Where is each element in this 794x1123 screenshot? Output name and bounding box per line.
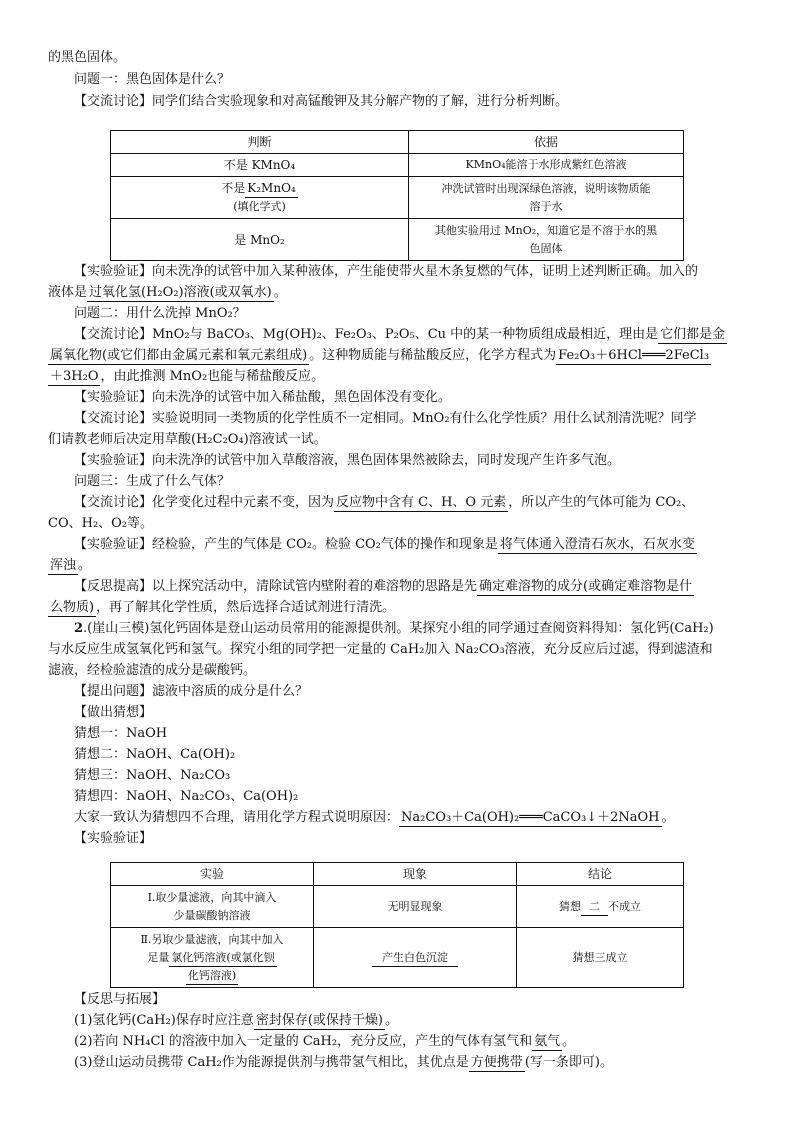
question-3: 问题三：生成了什么气体？ <box>74 474 231 489</box>
answer-blank: 氯化钙溶液(或氯化钡 <box>169 949 276 967</box>
cell-text: 冲洗试管时出现深绿色溶液，说明该物质能 <box>441 181 651 195</box>
question-4: 【提出问题】滤液中溶质的成分是什么？ <box>74 684 309 699</box>
answer-blank: 么物质) <box>50 600 95 615</box>
ext-title: 【反思与拓展】 <box>74 992 166 1007</box>
answer-blank: 产生白色沉淀 <box>372 949 458 967</box>
answer-blank: 氨气 <box>534 1034 561 1049</box>
guess-3: 猜想三：NaOH、Na₂CO₃ <box>74 768 231 783</box>
discussion-4-line: 【交流讨论】化学变化过程中元素不变，因为 反应物中含有 C、H、O 元素 ，所以产生的气体可能为 CO₂、 <box>74 495 695 510</box>
guess-4: 猜想四：NaOH、Na₂CO₃、Ca(OH)₂ <box>74 789 299 804</box>
table-header: 现象 <box>314 863 517 886</box>
answer-blank: 方便携带 <box>470 1055 523 1070</box>
answer-blank: 二 <box>581 898 608 916</box>
answer-blank: Na₂CO₃＋Ca(OH)₂═══CaCO₃↓＋2NaOH <box>401 810 660 825</box>
ext-2: (2)若向 NH₄Cl 的溶液中加入一定量的 CaH₂，充分反应，产生的气体有氢气和 氨气 。 <box>74 1034 576 1049</box>
table-cell <box>111 177 409 219</box>
cell-text: 其他实验用过 MnO₂，知道它是不溶于水的黑 <box>434 223 658 237</box>
answer-blank: 密封保存(或保持干燥) <box>255 1013 383 1028</box>
problem-2-line: 滤液，经检验滤渣的成分是碳酸钙。 <box>48 663 257 678</box>
guess-2: 猜想二：NaOH、Ca(OH)₂ <box>74 747 236 762</box>
ext-3: (3)登山运动员携带 CaH₂作为能源提供剂与携带氢气相比，其优点是 方便携带 (写一条即可)。 <box>74 1055 613 1070</box>
guess-title: 【做出猜想】 <box>74 705 153 720</box>
table-cell: 是 MnO₂ <box>111 219 409 261</box>
problem-2-line: 与水反应生成氢氧化钙和氢气。探究小组的同学把一定量的 CaH₂加入 Na₂CO₃溶液，充分反应后过滤，得到滤渣和 <box>48 642 713 657</box>
guess-1: 猜想一：NaOH <box>74 726 168 741</box>
table-header: 结论 <box>517 863 684 886</box>
answer-blank: K₂MnO₄ <box>245 180 297 198</box>
table-judgement <box>110 130 684 261</box>
question-2: 问题二：用什么洗掉 MnO₂？ <box>74 306 246 321</box>
answer-blank: 将气体通入澄清石灰水，石灰水变 <box>499 537 695 552</box>
text-line: 的黑色固体。 <box>48 50 127 65</box>
answer-blank: 它们都是金 <box>660 327 726 342</box>
answer-blank: 浑浊 <box>50 558 77 573</box>
answer-blank: 过氧化氢(H₂O₂)溶液(或双氧水) <box>89 285 272 300</box>
table-cell <box>409 177 684 219</box>
table-experiment <box>110 862 684 988</box>
table-cell <box>409 219 684 261</box>
verify-4-line: 【实验验证】经检验，产生的气体是 CO₂。检验 CO₂气体的操作和现象是 将气体通入澄清石灰水，石灰水变 <box>74 537 695 552</box>
table-cell: KMnO₄能溶于水形成紫红色溶液 <box>409 154 684 177</box>
discussion-3-line: 【交流讨论】实验说明同一类物质的化学性质不一定相同。MnO₂有什么化学性质？用什么试剂清洗呢？同学 <box>74 411 697 426</box>
verify-1-line: 【实验验证】向未洗净的试管中加入某种液体，产生能使带火星木条复燃的气体，证明上述判断正确。加入的 <box>74 264 699 279</box>
discussion-3-line: 们请教老师后决定用草酸(H₂C₂O₄)溶液试一试。 <box>48 432 327 447</box>
cell-text: 溶于水 <box>529 199 563 213</box>
answer-blank: 确定难溶物的成分(或确定难溶物是什 <box>479 579 693 594</box>
table-cell: 不是 KMnO₄ <box>111 154 409 177</box>
verify-5-title: 【实验验证】 <box>74 831 153 846</box>
problem-number: 2 <box>74 621 84 636</box>
discussion-4-line: CO、H₂、O₂等。 <box>48 516 154 531</box>
answer-blank: 化钙溶液) <box>186 967 238 985</box>
table-cell: 猜想 二 不成立 <box>517 886 684 928</box>
table-header: 依据 <box>409 131 684 154</box>
cell-text: 色固体 <box>529 241 563 255</box>
table-header: 实验 <box>111 863 314 886</box>
cell-note: (填化学式) <box>233 200 286 213</box>
discussion-2-line: 属氧化物(或它们都由金属元素和氧元素组成) 。这种物质能与稀盐酸反应，化学方程式为 Fe₂O₃＋6HCl═══2FeCl₃ <box>50 348 710 363</box>
table-cell <box>314 928 517 988</box>
discussion-2-line: 【交流讨论】MnO₂与 BaCO₃、Mg(OH)₂、Fe₂O₃、P₂O₅、Cu 中的某一种物质组成最相近，理由是 它们都是金 <box>74 327 726 342</box>
table-cell: Ⅰ.取少量滤液，向其中滴入 少量碳酸钠溶液 <box>111 886 314 928</box>
answer-blank: Fe₂O₃＋6HCl═══2FeCl₃ <box>558 348 710 363</box>
question-1: 问题一：黑色固体是什么？ <box>74 72 231 87</box>
table-header: 判断 <box>111 131 409 154</box>
cell-text: 不是 <box>221 181 246 195</box>
verify-3: 【实验验证】向未洗净的试管中加入草酸溶液，黑色固体果然被除去，同时发现产生许多气泡。 <box>74 453 621 468</box>
verify-2: 【实验验证】向未洗净的试管中加入稀盐酸，黑色固体没有变化。 <box>74 390 452 405</box>
table-cell: 无明显现象 <box>314 886 517 928</box>
reflect-1-line: 么物质) ，再了解其化学性质，然后选择合适试剂进行清洗。 <box>50 600 396 615</box>
discussion-1: 【交流讨论】同学们结合实验现象和对高锰酸钾及其分解产物的了解，进行分析判断。 <box>74 94 569 109</box>
answer-blank: 反应物中含有 C、H、O 元素 <box>336 495 507 510</box>
answer-blank: 属氧化物(或它们都由金属元素和氧元素组成) <box>50 348 308 363</box>
guess-reason: 大家一致认为猜想四不合理，请用化学方程式说明原因： Na₂CO₃＋Ca(OH)₂═══CaCO₃↓＋2NaOH 。 <box>74 810 675 825</box>
problem-2-line: 2.(崖山三模)氢化钙固体是登山运动员常用的能源提供剂。某探究小组的同学通过查阅资料得知：氢化钙(CaH₂) <box>74 621 714 636</box>
table-cell: Ⅱ.另取少量滤液，向其中加入 足量 氯化钙溶液(或氯化钡 化钙溶液) <box>111 928 314 988</box>
verify-4-line: 浑浊 。 <box>50 558 92 573</box>
table-cell: 猜想三成立 <box>517 928 684 988</box>
answer-blank: ＋3H₂O <box>50 369 99 384</box>
verify-1-line: 液体是 过氧化氢(H₂O₂)溶液(或双氧水) 。 <box>48 285 287 300</box>
discussion-2-line: ＋3H₂O ，由此推测 MnO₂也能与稀盐酸反应。 <box>50 369 325 384</box>
ext-1: (1)氢化钙(CaH₂)保存时应注意 密封保存(或保持干燥) 。 <box>74 1013 398 1028</box>
reflect-1-line: 【反思提高】以上探究活动中，清除试管内壁附着的难溶物的思路是先 确定难溶物的成分(或确定难溶物是什 <box>74 579 693 594</box>
